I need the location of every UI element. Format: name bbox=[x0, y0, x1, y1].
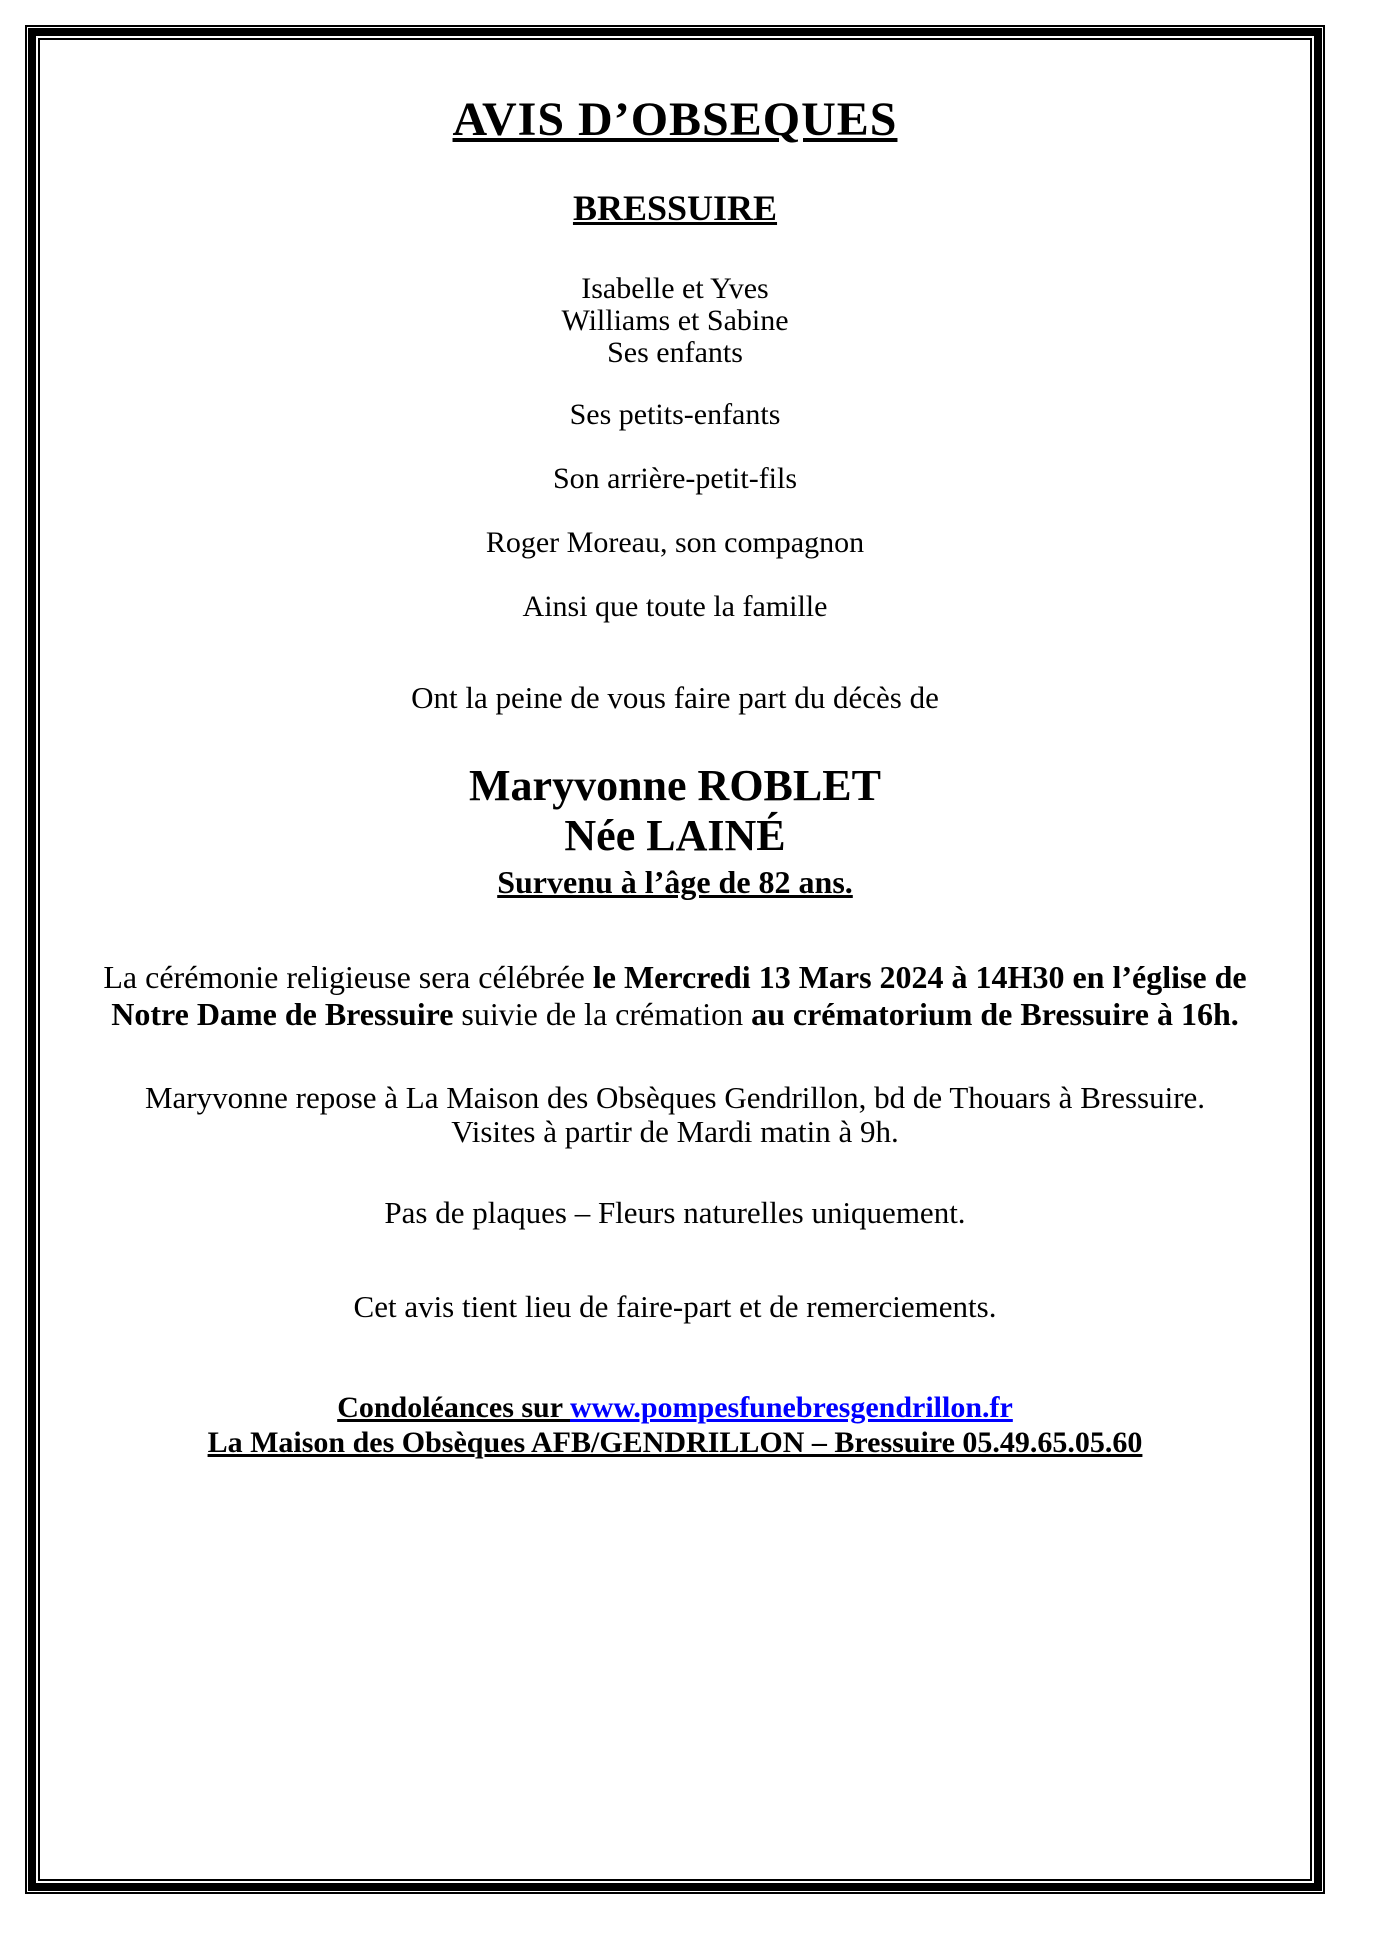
ceremony-text: La cérémonie religieuse sera célébrée bbox=[103, 959, 593, 996]
repose-line: Maryvonne repose à La Maison des Obsèques Gendrillon, bd de Thouars à Bressuire. bbox=[144, 1079, 1206, 1115]
notice-title: AVIS D’OBSEQUES bbox=[452, 93, 898, 146]
page-border-outer bbox=[25, 25, 1325, 1894]
page-border-thick bbox=[28, 28, 1322, 1891]
deceased-name-block bbox=[40, 761, 1310, 861]
funeral-home-line: La Maison des Obsèques AFB/GENDRILLON – Bressuire 05.49.65.05.60 bbox=[207, 1425, 1143, 1459]
companion-line: Roger Moreau, son compagnon bbox=[485, 526, 865, 560]
city-heading: BRESSUIRE bbox=[572, 188, 778, 228]
grandchildren-line: Ses petits-enfants bbox=[569, 398, 781, 432]
family-line: Ses enfants bbox=[607, 335, 743, 369]
ceremony-paragraph bbox=[80, 959, 1270, 1033]
age-line: Survenu à l’âge de 82 ans. bbox=[497, 864, 853, 901]
condolences-link[interactable]: www.pompesfunebresgendrillon.fr bbox=[570, 1391, 1013, 1425]
deceased-name: Maryvonne ROBLET bbox=[469, 761, 881, 811]
ceremony-crematorium-bold: au crématorium de Bressuire à 16h. bbox=[751, 996, 1239, 1033]
announcement-line: Ont la peine de vous faire part du décès de bbox=[411, 680, 939, 716]
ceremony-church-bold: Notre Dame de Bressuire bbox=[111, 996, 454, 1033]
family-line: Isabelle et Yves bbox=[581, 272, 769, 305]
faire-part-line: Cet avis tient lieu de faire-part et de remerciements. bbox=[353, 1289, 997, 1325]
ceremony-text: suivie de la crémation bbox=[453, 996, 752, 1033]
maiden-name: Née LAINÉ bbox=[564, 811, 786, 861]
family-children-block bbox=[40, 273, 1310, 368]
notice-content bbox=[40, 40, 1310, 1879]
flowers-line: Pas de plaques – Fleurs naturelles uniquement. bbox=[384, 1195, 966, 1231]
visits-line: Visites à partir de Mardi matin à 9h. bbox=[451, 1114, 899, 1150]
ceremony-date-bold: le Mercredi 13 Mars 2024 à 14H30 en l’église de bbox=[592, 959, 1247, 996]
great-grandson-line: Son arrière-petit-fils bbox=[552, 462, 798, 496]
repose-block bbox=[40, 1081, 1310, 1149]
footer-block bbox=[40, 1391, 1310, 1460]
condolences-label: Condoléances sur bbox=[337, 1391, 570, 1425]
family-line: Williams et Sabine bbox=[561, 303, 789, 337]
page-border-inner bbox=[38, 38, 1312, 1881]
whole-family-line: Ainsi que toute la famille bbox=[522, 590, 828, 624]
